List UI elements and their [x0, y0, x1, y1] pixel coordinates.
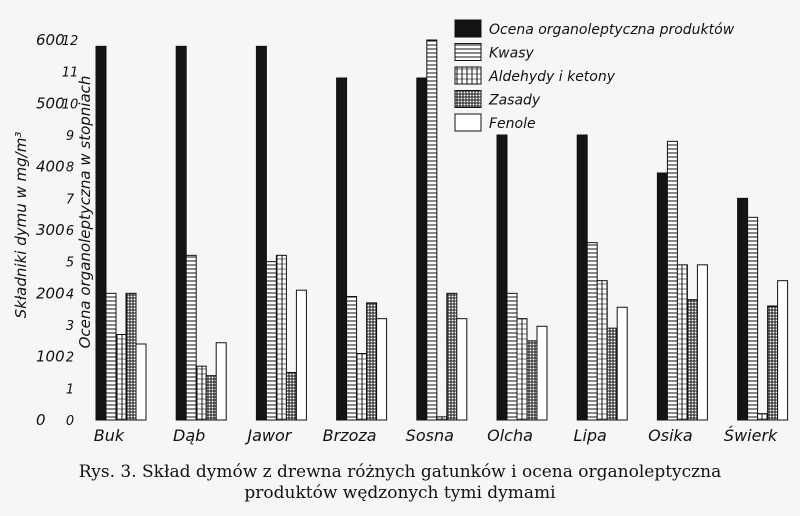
category-label-lipa: Lipa	[573, 426, 607, 445]
bar-lipa-fenole	[617, 307, 627, 420]
bar-buk-kwasy	[106, 293, 116, 420]
bar-jawor-zasady	[286, 373, 296, 421]
bar-brzoza-zasady	[367, 303, 377, 420]
bar-dab-fenole	[216, 343, 226, 420]
bar-osika-aldehydy-i-ketony	[677, 265, 687, 420]
legend	[455, 20, 735, 132]
right-axis-tick: 0	[65, 414, 75, 429]
bar-sosna-zasady	[447, 293, 457, 420]
legend-label-kwasy: Kwasy	[489, 45, 534, 62]
bar-dab-aldehydy-i-ketony	[196, 366, 206, 420]
caption-line-1: Rys. 3. Skład dymów z drewna różnych gatunków i ocena organoleptyczna	[78, 462, 722, 482]
category-label-buk: Buk	[93, 426, 125, 445]
legend-label-zasady: Zasady	[489, 92, 541, 109]
caption-line-2: produktów wędzonych tymi dymami	[244, 483, 556, 503]
bar-swierk-kwasy	[748, 217, 758, 420]
bar-olcha-kwasy	[507, 293, 517, 420]
bar-osika-kwasy	[667, 141, 677, 420]
category-label-sosna: Sosna	[405, 426, 454, 445]
bar-jawor-fenole	[296, 290, 306, 420]
legend-swatch-zasady	[455, 91, 481, 108]
left-axis-tick: 100	[36, 347, 65, 366]
bar-lipa-aldehydy-i-ketony	[597, 281, 607, 420]
bar-brzoza-aldehydy-i-ketony	[357, 354, 367, 421]
bar-swierk-ocena-organoleptyczna-produktow	[738, 198, 748, 420]
left-axis-tick: 500	[36, 94, 65, 113]
left-axis-title: Składniki dymu w mg/m³	[12, 131, 30, 319]
legend-label-fenole: Fenole	[489, 116, 536, 132]
right-axis-tick: 1	[65, 382, 75, 398]
bar-brzoza-kwasy	[347, 297, 357, 421]
bar-dab-zasady	[206, 376, 216, 420]
bar-osika-fenole	[697, 265, 707, 420]
right-axis-tick: 5	[65, 255, 75, 271]
right-axis-tick: 12	[61, 34, 79, 49]
right-axis-tick: 2	[65, 350, 75, 366]
bar-brzoza-ocena-organoleptyczna-produktow	[337, 78, 347, 420]
left-axis-tick: 300	[36, 221, 65, 239]
bar-sosna-aldehydy-i-ketony	[437, 417, 447, 420]
bar-dab-kwasy	[186, 255, 196, 420]
bar-buk-aldehydy-i-ketony	[116, 335, 126, 421]
right-axis-tick: 3	[65, 319, 75, 334]
right-axis-tick: 11	[61, 65, 79, 81]
bar-lipa-zasady	[607, 328, 617, 420]
left-axis-tick: 0	[36, 411, 46, 429]
bar-olcha-zasady	[527, 341, 537, 420]
right-axis-tick: 4	[65, 287, 75, 303]
bar-swierk-zasady	[768, 306, 778, 420]
bar-buk-fenole	[136, 344, 146, 420]
bar-buk-ocena-organoleptyczna-produktow	[96, 46, 106, 420]
bar-sosna-ocena-organoleptyczna-produktow	[417, 78, 427, 420]
legend-label-aldehydy-i-ketony: Aldehydy i ketony	[489, 69, 616, 85]
bar-osika-zasady	[687, 300, 697, 420]
legend-swatch-aldehydy-i-ketony	[455, 67, 481, 84]
category-label-olcha: Olcha	[487, 426, 533, 445]
bar-swierk-fenole	[778, 281, 788, 420]
legend-label-ocena-organoleptyczna-produktow: Ocena organoleptyczna produktów	[489, 22, 735, 38]
bar-lipa-ocena-organoleptyczna-produktow	[577, 135, 587, 420]
left-axis-tick: 400	[36, 157, 65, 176]
right-axis-tick: 7	[65, 192, 75, 208]
bar-osika-ocena-organoleptyczna-produktow	[657, 173, 667, 420]
legend-swatch-ocena-organoleptyczna-produktow	[455, 20, 481, 37]
left-axis-tick: 600	[36, 31, 65, 49]
bar-olcha-fenole	[537, 326, 547, 420]
bar-olcha-ocena-organoleptyczna-produktow	[497, 135, 507, 420]
bar-swierk-aldehydy-i-ketony	[758, 414, 768, 420]
category-label-jawor: Jawor	[247, 426, 292, 445]
bar-jawor-kwasy	[266, 262, 276, 420]
bar-buk-zasady	[126, 293, 136, 420]
bar-lipa-kwasy	[587, 243, 597, 420]
category-label-swierk: Świerk	[723, 426, 778, 445]
right-axis-title: Ocena organoleptyczna w stopniach	[76, 75, 94, 349]
bar-jawor-ocena-organoleptyczna-produktow	[256, 46, 266, 420]
legend-swatch-fenole	[455, 114, 481, 131]
right-axis-tick: 9	[65, 129, 75, 144]
category-label-dab: Dąb	[173, 426, 206, 445]
bar-brzoza-fenole	[377, 319, 387, 420]
bar-sosna-fenole	[457, 319, 467, 420]
bar-sosna-kwasy	[427, 40, 437, 420]
right-axis-tick: 10	[61, 97, 79, 113]
bar-jawor-aldehydy-i-ketony	[276, 255, 286, 420]
category-label-osika: Osika	[648, 426, 693, 445]
category-label-brzoza: Brzoza	[322, 426, 377, 445]
right-axis-tick: 8	[65, 160, 75, 176]
legend-swatch-kwasy	[455, 44, 481, 61]
figure-caption	[0, 462, 800, 504]
bar-olcha-aldehydy-i-ketony	[517, 319, 527, 420]
left-axis-tick: 200	[36, 284, 65, 303]
bar-dab-ocena-organoleptyczna-produktow	[176, 46, 186, 420]
right-axis-tick: 6	[65, 224, 75, 239]
